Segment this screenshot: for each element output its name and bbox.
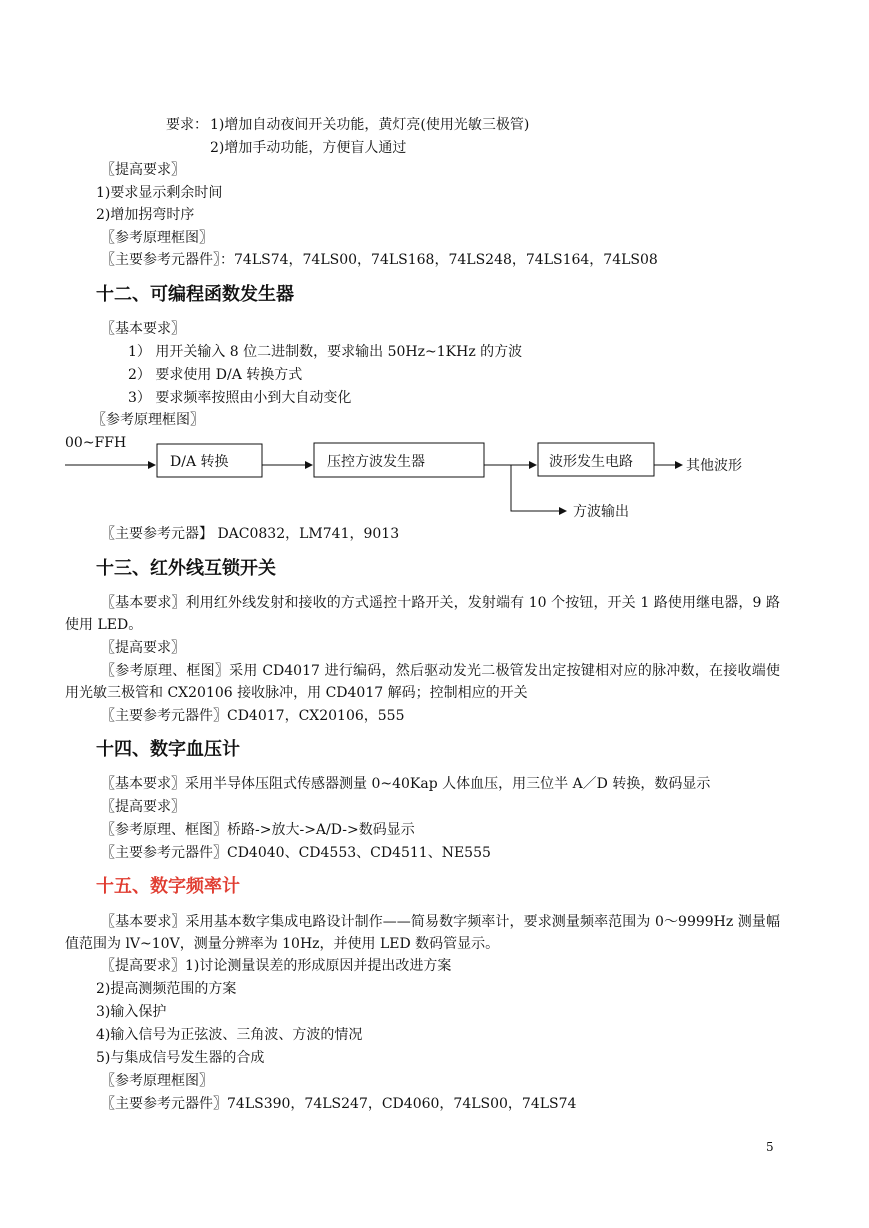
- reference-principle: 〖参考原理、框图〗桥路->放大->A/D->数码显示: [101, 822, 415, 838]
- section-13-title: 十三、红外线互锁开关: [96, 558, 276, 579]
- main-parts: 〖主要参考元器】 DAC0832，LM741，9013: [101, 526, 400, 542]
- basic-requirement: 〖基本要求〗利用红外线发射和接收的方式遥控十路开关，发射端有 10 个按钮，开关 1 路使用继电器，9 路使用 LED。: [65, 595, 780, 633]
- advanced-item-5: 5)与集成信号发生器的合成: [96, 1050, 265, 1066]
- requirement-label: 要求：: [166, 117, 208, 133]
- advanced-item-2: 2)提高测频范围的方案: [96, 981, 237, 997]
- advanced-label: 〖提高要求〗: [101, 640, 185, 656]
- advanced-label: 〖提高要求〗: [101, 162, 185, 178]
- advanced-label: 〖提高要求〗: [101, 799, 185, 815]
- requirement-1: 1)增加自动夜间开关功能，黄灯亮(使用光敏三极管): [210, 117, 530, 133]
- reference-principle: 〖参考原理、框图〗采用 CD4017 进行编码，然后驱动发光二极管发出定按键相对应的脉冲数，在接收端使用光敏三极管和 CX20106 接收脉冲，用 CD4017 解码；控制相应的开关: [65, 663, 780, 701]
- requirement-2: 2)增加手动功能，方便盲人通过: [210, 140, 407, 156]
- main-parts: 〖主要参考元器件〗CD4040、CD4553、CD4511、NE555: [101, 845, 491, 861]
- section-12-title: 十二、可编程函数发生器: [96, 284, 294, 305]
- basic-requirement: 〖基本要求〗采用半导体压阻式传感器测量 0~40Kap 人体血压，用三位半 A／D 转换，数码显示: [101, 776, 711, 792]
- advanced-item-1: 1)要求显示剩余时间: [96, 185, 223, 201]
- main-parts: 〖主要参考元器件〗74LS390，74LS247，CD4060，74LS00，74LS74: [101, 1096, 577, 1112]
- vco-label: 压控方波发生器: [327, 454, 425, 470]
- requirement-item-1: 1） 用开关输入 8 位二进制数，要求输出 50Hz~1KHz 的方波: [128, 344, 523, 360]
- advanced-item-4: 4)输入信号为正弦波、三角波、方波的情况: [96, 1027, 363, 1043]
- basic-requirement: 〖基本要求〗采用基本数字集成电路设计制作——简易数字频率计，要求测量频率范围为 0～9999Hz 测量幅值范围为 lV~10V，测量分辨率为 10Hz，并使用 LED 数码管显示。: [65, 914, 780, 952]
- reference-diagram-label: 〖参考原理框图〗: [92, 412, 204, 428]
- advanced-item-2: 2)增加拐弯时序: [96, 207, 195, 223]
- page-number: 5: [766, 1140, 774, 1154]
- requirement-item-2: 2） 要求使用 D/A 转换方式: [128, 367, 303, 383]
- waveform-circuit-label: 波形发生电路: [549, 454, 633, 470]
- main-parts: 〖主要参考元器件〗CD4017，CX20106，555: [101, 708, 405, 724]
- reference-diagram-label: 〖参考原理框图〗: [101, 230, 213, 246]
- advanced-item-3: 3)输入保护: [96, 1004, 167, 1020]
- input-label: 00~FFH: [65, 435, 127, 451]
- square-wave-output-label: 方波输出: [573, 504, 629, 520]
- reference-diagram-label: 〖参考原理框图〗: [101, 1073, 213, 1089]
- other-waves-label: 其他波形: [686, 458, 742, 474]
- advanced-item-1: 〖提高要求〗1)讨论测量误差的形成原因并提出改进方案: [101, 958, 452, 974]
- da-converter-label: D/A 转换: [170, 454, 229, 470]
- main-parts: 〖主要参考元器件〗：74LS74，74LS00，74LS168，74LS248，74LS164，74LS08: [101, 252, 658, 268]
- basic-requirement-label: 〖基本要求〗: [101, 321, 185, 337]
- requirement-item-3: 3） 要求频率按照由小到大自动变化: [128, 390, 352, 406]
- section-15-title: 十五、数字频率计: [96, 876, 240, 897]
- section-14-title: 十四、数字血压计: [96, 739, 240, 760]
